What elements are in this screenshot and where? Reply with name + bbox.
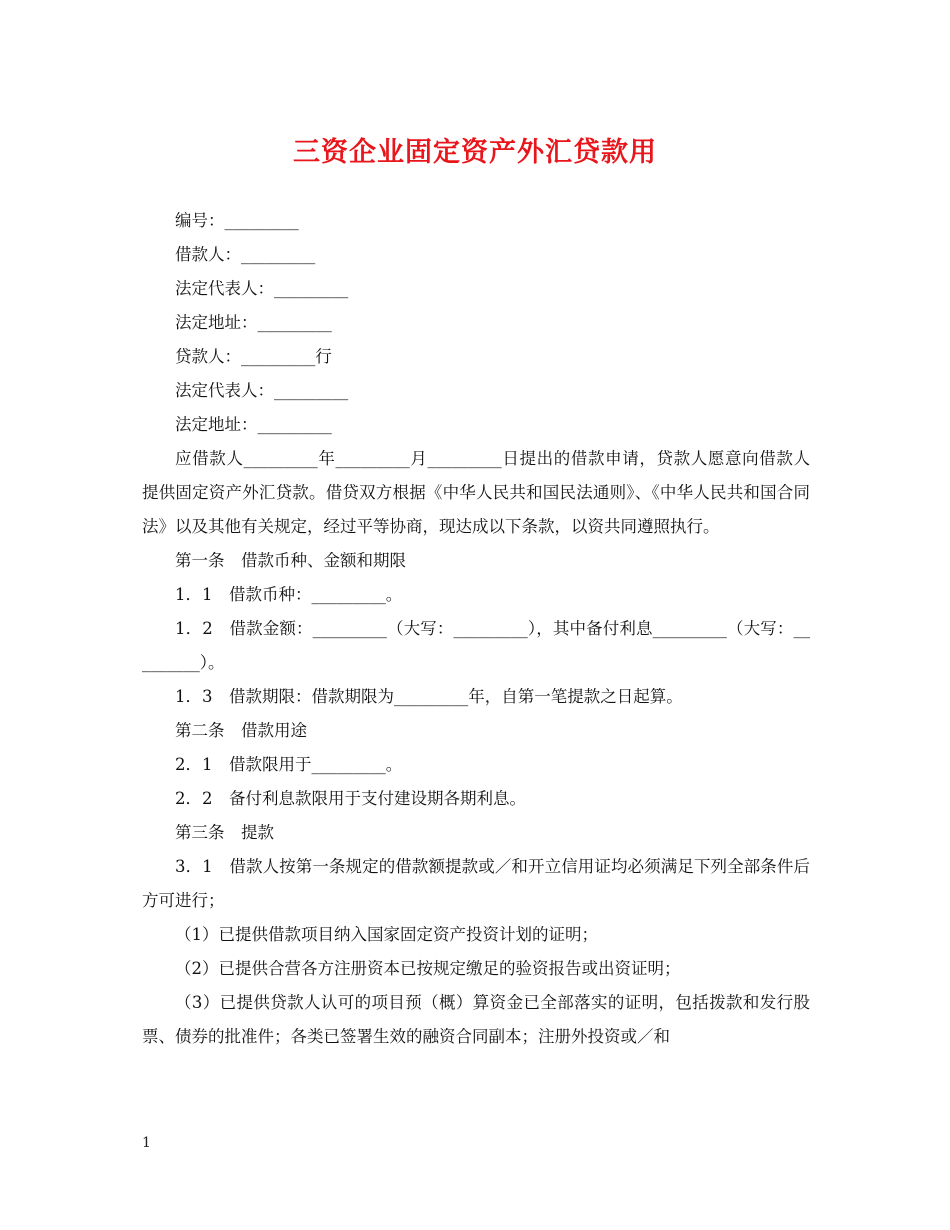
clause-3-1-item-2: （2）已提供合营各方注册资本已按规定缴足的验资报告或出资证明；	[175, 959, 681, 978]
paragraph-lender-representative: 法定代表人：_________	[175, 381, 349, 400]
document-title: 三资企业固定资产外汇贷款用	[293, 137, 657, 168]
clause-2-2: 2．2 备付利息款限用于支付建设期各期利息。	[175, 789, 526, 808]
article-2-heading: 第二条 借款用途	[175, 721, 307, 740]
clause-2-1: 2．1 借款限用于_________。	[175, 755, 403, 774]
paragraph-lender: 贷款人：_________行	[175, 347, 332, 366]
clause-3-1-item-1: （1）已提供借款项目纳入国家固定资产投资计划的证明；	[175, 925, 598, 944]
paragraph-borrower-representative: 法定代表人：_________	[175, 279, 349, 298]
article-1-heading: 第一条 借款币种、金额和期限	[175, 551, 406, 570]
clause-1-2: 1．2 借款金额：_________（大写：_________），其中备付利息_________（大写：_________）。	[142, 619, 810, 672]
article-3-heading: 第三条 提款	[175, 823, 274, 842]
clause-3-1: 3．1 借款人按第一条规定的借款额提款或／和开立信用证均必须满足下列全部条件后方可进行；	[142, 857, 810, 910]
clause-1-3: 1．3 借款期限：借款期限为_________年，自第一笔提款之日起算。	[175, 687, 683, 706]
document-body	[142, 204, 810, 1054]
paragraph-serial-number: 编号：_________	[175, 211, 299, 230]
paragraph-lender-address: 法定地址：_________	[175, 415, 332, 434]
paragraph-borrower: 借款人：_________	[175, 245, 316, 264]
page-number: 1	[142, 1135, 151, 1151]
paragraph-preamble: 应借款人_________年_________月_________日提出的借款申请，贷款人愿意向借款人提供固定资产外汇贷款。借贷双方根据《中华人民共和国民法通则》、《中华人民共和国合同法》以及其他有关规定，经过平等协商，现达成以下条款，以资共同遵照执行。	[142, 449, 810, 536]
clause-1-1: 1．1 借款币种：_________。	[175, 585, 403, 604]
clause-3-1-item-3: （3）已提供贷款人认可的项目预（概）算资金已全部落实的证明，包括拨款和发行股票、债券的批准件；各类已签署生效的融资合同副本；注册外投资或／和	[142, 993, 810, 1046]
paragraph-borrower-address: 法定地址：_________	[175, 313, 332, 332]
